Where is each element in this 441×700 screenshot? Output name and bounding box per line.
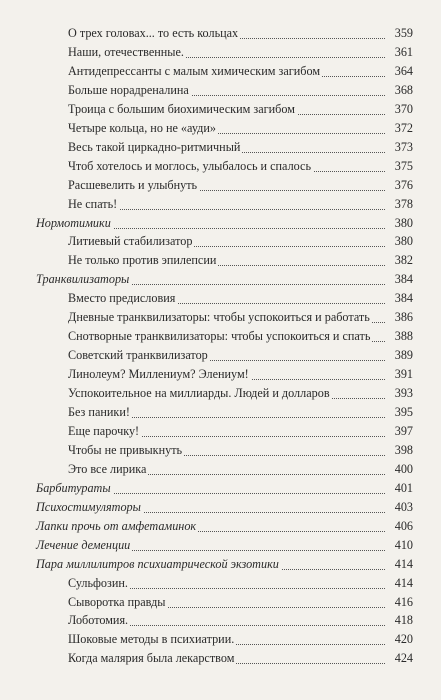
toc-section-title: Лапки прочь от амфетаминок bbox=[36, 518, 197, 533]
toc-item-title: Это все лирика bbox=[68, 461, 147, 476]
toc-page-number: 370 bbox=[387, 100, 413, 118]
toc-item-title: О трех головах... то есть кольцах bbox=[68, 26, 239, 40]
toc-page-number: 406 bbox=[387, 517, 413, 535]
toc-page-number: 403 bbox=[387, 498, 413, 516]
toc-item-title: Чтобы не привыкнуть bbox=[68, 442, 183, 457]
toc-section-title: Барбитураты bbox=[36, 480, 111, 495]
toc-entry bbox=[0, 649, 441, 667]
toc-item-title: Четыре кольца, но не «ауди» bbox=[68, 120, 216, 135]
toc-item-title: Вместо предисловия bbox=[68, 291, 176, 306]
toc-item-title: Литиевый стабилизатор bbox=[68, 234, 193, 249]
toc-item-title: Сульфозин. bbox=[68, 575, 128, 590]
toc-page-number: 359 bbox=[387, 24, 413, 42]
toc-page-number: 400 bbox=[387, 460, 413, 478]
toc-item-title: Когда малярия была лекарством bbox=[68, 651, 235, 666]
toc-page-number: 380 bbox=[387, 214, 413, 232]
toc-item-title: Троица с большим биохимическим загибом bbox=[68, 101, 295, 116]
toc-item-title: Расшевелить и улыбнуть bbox=[68, 177, 198, 192]
toc-item-title: Лоботомия. bbox=[68, 613, 129, 628]
toc-item-title: Весь такой циркадно-ритмичный bbox=[68, 139, 241, 154]
toc-page-number: 376 bbox=[387, 176, 413, 194]
toc-page-number: 416 bbox=[387, 593, 413, 611]
toc-page-number: 384 bbox=[387, 289, 413, 307]
toc-page-number: 414 bbox=[387, 574, 413, 592]
toc-page-number: 386 bbox=[387, 308, 413, 326]
toc-item-title: Снотворные транквилизаторы: чтобы успокоиться и спать bbox=[68, 329, 371, 344]
toc-page-number: 373 bbox=[387, 138, 413, 156]
toc-page-number: 375 bbox=[387, 157, 413, 175]
toc-item-title: Антидепрессанты с малым химическим загибом bbox=[68, 63, 321, 78]
toc-page-number: 398 bbox=[387, 441, 413, 459]
toc-page-number: 395 bbox=[387, 403, 413, 421]
toc-page-number: 414 bbox=[387, 555, 413, 573]
toc-section-title: Лечение деменции bbox=[36, 537, 131, 552]
toc-section-title: Психостимуляторы bbox=[36, 499, 141, 514]
toc-item-title: Шоковые методы в психиатрии. bbox=[68, 632, 235, 647]
toc-page-number: 384 bbox=[387, 270, 413, 288]
toc-item-title: Успокоительное на миллиарды. Людей и долларов bbox=[68, 386, 330, 401]
toc-page-number: 361 bbox=[387, 43, 413, 61]
toc-item-title: Не спать! bbox=[68, 196, 118, 211]
toc-page-number: 397 bbox=[387, 422, 413, 440]
toc-page-number: 382 bbox=[387, 251, 413, 269]
toc-page-number: 378 bbox=[387, 195, 413, 213]
toc-page-number: 410 bbox=[387, 536, 413, 554]
toc-page-number: 391 bbox=[387, 365, 413, 383]
toc-item-title: Чтоб хотелось и моглось, улыбалось и спалось bbox=[68, 158, 312, 173]
toc-item-title: Больше норадреналина bbox=[68, 82, 189, 97]
toc-page-number: 389 bbox=[387, 346, 413, 364]
toc-item-title: Без паники! bbox=[68, 405, 130, 419]
toc-page-number: 372 bbox=[387, 119, 413, 137]
toc-item-title: Советский транквилизатор bbox=[68, 348, 208, 363]
toc-item-title: Еще парочку! bbox=[68, 423, 140, 438]
toc-page-number: 364 bbox=[387, 62, 413, 80]
toc-page-number: 368 bbox=[387, 81, 413, 99]
toc-section-title: Пара миллилитров психиатрической экзотики bbox=[36, 556, 279, 571]
toc-page-number: 401 bbox=[387, 479, 413, 497]
toc-page-number: 418 bbox=[387, 611, 413, 629]
toc-page-number: 388 bbox=[387, 327, 413, 345]
toc-page-number: 420 bbox=[387, 630, 413, 648]
toc-item-title: Не только против эпилепсии bbox=[68, 253, 217, 268]
toc-page-number: 424 bbox=[387, 649, 413, 667]
toc-page-number: 380 bbox=[387, 232, 413, 250]
toc-item-title: Линолеум? Миллениум? Элениум! bbox=[68, 367, 249, 382]
toc-section-title: Транквилизаторы bbox=[36, 272, 130, 287]
toc-item-title: Сыворотка правды bbox=[68, 594, 166, 609]
toc-item-title: Наши, отечественные. bbox=[68, 44, 184, 59]
toc-item-title: Дневные транквилизаторы: чтобы успокоиться и работать bbox=[68, 310, 370, 325]
toc-page-number: 393 bbox=[387, 384, 413, 402]
toc-section-title: Нормотимики bbox=[36, 215, 111, 230]
